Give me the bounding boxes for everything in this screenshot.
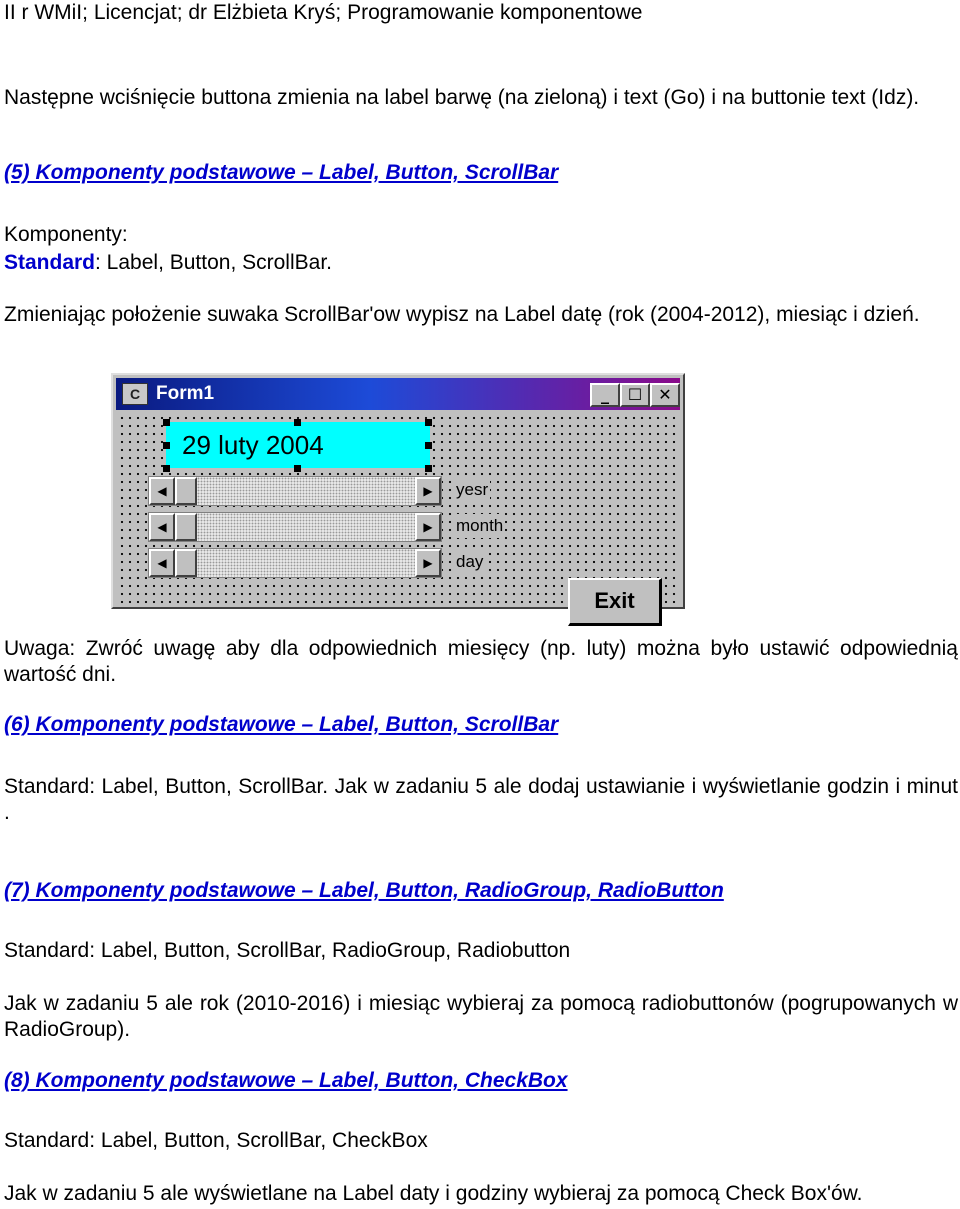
- intro-paragraph: Następne wciśnięcie buttona zmienia na label barwę (na zieloną) i text (Go) i na buttonie text (Idz).: [4, 86, 920, 109]
- section5-heading[interactable]: [4, 160, 958, 186]
- selection-handle: [163, 419, 170, 426]
- scroll-thumb[interactable]: [175, 549, 197, 577]
- section7-standard: Standard: Label, Button, ScrollBar, RadioGroup, Radiobutton: [4, 939, 571, 962]
- scroll-thumb[interactable]: [175, 477, 197, 505]
- section5-note: Uwaga: Zwróć uwagę aby dla odpowiednich miesięcy (np. luty) można było ustawić odpowiednią wartość dni.: [4, 637, 958, 686]
- standard-line: [4, 250, 958, 276]
- form-titlebar[interactable]: [116, 378, 680, 410]
- scroll-thumb[interactable]: [175, 513, 197, 541]
- year-scrollbar[interactable]: [148, 476, 442, 506]
- exit-button[interactable]: Exit: [568, 578, 662, 626]
- components-label: Komponenty:: [4, 223, 128, 246]
- close-icon[interactable]: ✕: [650, 383, 680, 407]
- scroll-left-icon[interactable]: ◀: [149, 513, 175, 541]
- standard-rest: : Label, Button, ScrollBar.: [95, 251, 332, 274]
- scroll-right-icon[interactable]: ▶: [415, 477, 441, 505]
- minimize-icon[interactable]: _: [590, 383, 620, 407]
- selection-handle: [294, 419, 301, 426]
- month-label: month: [454, 514, 505, 538]
- section8-heading-link[interactable]: (8) Komponenty podstawowe – Label, Button, CheckBox: [4, 1069, 568, 1092]
- month-scrollbar[interactable]: [148, 512, 442, 542]
- year-label: yesr: [454, 478, 490, 502]
- selection-handle: [163, 442, 170, 449]
- form1-window: [111, 373, 685, 613]
- selection-handle: [425, 419, 432, 426]
- form-title: Form1: [156, 383, 215, 404]
- standard-bold: Standard: [4, 251, 96, 274]
- date-label: 29 luty 2004: [166, 422, 430, 468]
- section5-heading-link[interactable]: (5) Komponenty podstawowe – Label, Button, ScrollBar: [4, 161, 559, 184]
- page-header: II r WMiI; Licencjat; dr Elżbieta Kryś; Programowanie komponentowe: [4, 1, 643, 24]
- day-label: day: [454, 550, 485, 574]
- selection-handle: [425, 442, 432, 449]
- section7-heading-link[interactable]: (7) Komponenty podstawowe – Label, Button, RadioGroup, RadioButton: [4, 879, 724, 902]
- app-icon: C: [122, 383, 148, 405]
- day-scrollbar[interactable]: [148, 548, 442, 578]
- section5-task: Zmieniając położenie suwaka ScrollBar'ow wypisz na Label datę (rok (2004-2012), miesiąc i dzień.: [4, 303, 920, 326]
- selection-handle: [425, 465, 432, 472]
- section6-text: Standard: Label, Button, ScrollBar. Jak w zadaniu 5 ale dodaj ustawianie i wyświetlanie godzin i minut .: [4, 775, 958, 824]
- scroll-left-icon[interactable]: ◀: [149, 549, 175, 577]
- selection-handle: [163, 465, 170, 472]
- scroll-right-icon[interactable]: ▶: [415, 513, 441, 541]
- section7-text: Jak w zadaniu 5 ale rok (2010-2016) i miesiąc wybieraj za pomocą radiobuttonów (pogrupowanych w RadioGroup).: [4, 992, 958, 1041]
- section6-heading[interactable]: [4, 712, 958, 738]
- selection-handle: [294, 465, 301, 472]
- section8-text: Jak w zadaniu 5 ale wyświetlane na Label daty i godziny wybieraj za pomocą Check Box'ów.: [4, 1182, 863, 1205]
- scroll-left-icon[interactable]: ◀: [149, 477, 175, 505]
- section8-standard: Standard: Label, Button, ScrollBar, CheckBox: [4, 1129, 428, 1152]
- section6-heading-link[interactable]: (6) Komponenty podstawowe – Label, Button, ScrollBar: [4, 713, 559, 736]
- maximize-icon[interactable]: ☐: [620, 383, 650, 407]
- form-client-area: [116, 412, 680, 613]
- scroll-right-icon[interactable]: ▶: [415, 549, 441, 577]
- section8-heading[interactable]: [4, 1068, 958, 1094]
- section7-heading[interactable]: [4, 878, 958, 904]
